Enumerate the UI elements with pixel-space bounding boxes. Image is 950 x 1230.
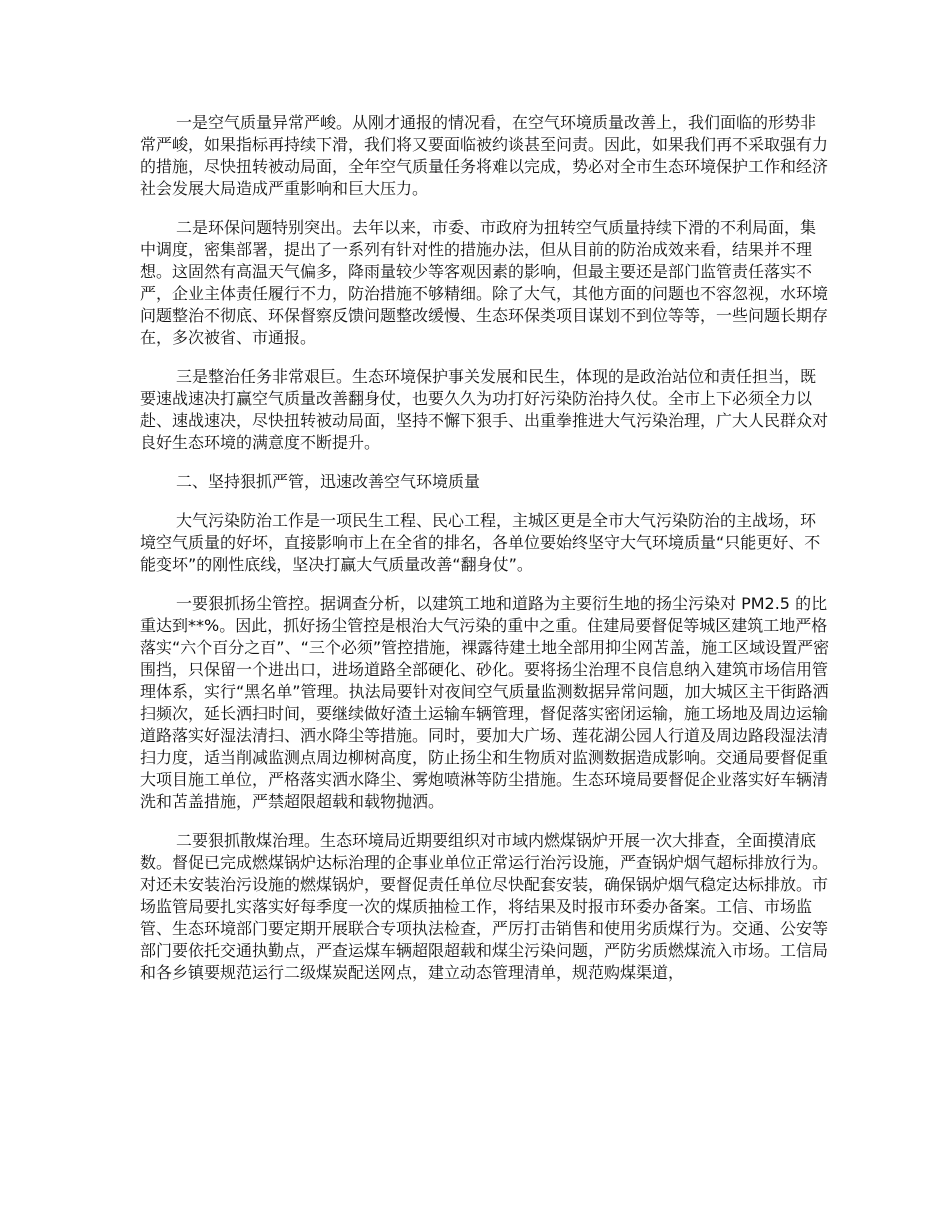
paragraph-dust-control: 一要狠抓扬尘管控。据调查分析，以建筑工地和道路为主要衍生地的扬尘污染对 PM2.5 的比重达到**%。因此，抓好扬尘管控是根治大气污染的重中之重。住建局要督促等城区建筑工地严格落实“六个百分之百”、“三个必须”管控措施，裸露待建土地全部用抑尘网苫盖，施工区域设置严密围挡，只保留一个进出口，进场道路全部硬化、砂化。要将扬尘治理不良信息纳入建筑市场信用管理体系，实行“黑名单”管理。执法局要针对夜间空气质量监测数据异常问题，加大城区主干街路洒扫频次，延长洒扫时间，要继续做好渣土运输车辆管理，督促落实密闭运输，施工场地及周边运输道路落实好湿法清扫、洒水降尘等措施。同时，要加大广场、莲花湖公园人行道及周边路段湿法清扫力度，适当削减监测点周边柳树高度，防止扬尘和生物质对监测数据造成影响。交通局要督促重大项目施工单位，严格落实洒水降尘、雾炮喷淋等防尘措施。生态环境局要督促企业落实好车辆清洗和苫盖措施，严禁超限超载和载物抛洒。 bbox=[140, 594, 830, 811]
paragraph-rectification-tasks: 三是整治任务非常艰巨。生态环境保护事关发展和民生，体现的是政治站位和责任担当，既要速战速决打赢空气质量改善翻身仗，也要久久为功打好污染防治持久仗。全市上下必须全力以赴、速战速决，尽快扭转被动局面，坚持不懈下狠手、出重拳推进大气污染治理，广大人民群众对良好生态环境的满意度不断提升。 bbox=[140, 367, 829, 452]
paragraph-air-quality: 一是空气质量异常严峻。从刚才通报的情况看，在空气环境质量改善上，我们面临的形势非常严峻，如果指标再持续下滑，我们将又要面临被约谈甚至问责。因此，如果我们再不采取强有力的措施，尽快扭转被动局面，全年空气质量任务将难以完成，势必对全市生态环境保护工作和经济社会发展大局造成严重影响和巨大压力。 bbox=[140, 113, 829, 198]
section-heading: 二、坚持狠抓严管，迅速改善空气环境质量 bbox=[176, 472, 481, 491]
paragraph-air-pollution-prevention: 大气污染防治工作是一项民生工程、民心工程，主城区更是全市大气污染防治的主战场，环境空气质量的好坏，直接影响市上在全省的排名，各单位要始终坚守大气环境质量“只能更好、不能变坏”的刚性底线，坚决打赢大气质量改善“翻身仗”。 bbox=[140, 511, 821, 574]
document-body bbox=[140, 112, 830, 984]
paragraph-coal-governance: 二要狠抓散煤治理。生态环境局近期要组织对市域内燃煤锅炉开展一次大排查，全面摸清底数。督促已完成燃煤锅炉达标治理的企事业单位正常运行治污设施，严查锅炉烟气超标排放行为。对还未安装治污设施的燃煤锅炉，要督促责任单位尽快配套安装，确保锅炉烟气稳定达标排放。市场监管局要扎实落实好每季度一次的煤质抽检工作，将结果及时报市环委办备案。工信、市场监管、生态环境部门要定期开展联合专项执法检查，严厉打击销售和使用劣质煤行为。交通、公安等部门要依托交通执勤点，严查运煤车辆超限超载和煤尘污染问题，严防劣质燃煤流入市场。工信局和各乡镇要规范运行二级煤炭配送网点，建立动态管理清单，规范购煤渠道， bbox=[140, 831, 829, 982]
paragraph-environmental-problems: 二是环保问题特别突出。去年以来，市委、市政府为扭转空气质量持续下滑的不利局面，集中调度，密集部署，提出了一系列有针对性的措施办法，但从目前的防治成效来看，结果并不理想。这固然有高温天气偏多，降雨量较少等客观因素的影响，但最主要还是部门监管责任落实不严，企业主体责任履行不力，防治措施不够精细。除了大气，其他方面的问题也不容忽视，水环境问题整治不彻底、环保督察反馈问题整改缓慢、生态环保类项目谋划不到位等等，一些问题长期存在，多次被省、市通报。 bbox=[140, 218, 829, 347]
